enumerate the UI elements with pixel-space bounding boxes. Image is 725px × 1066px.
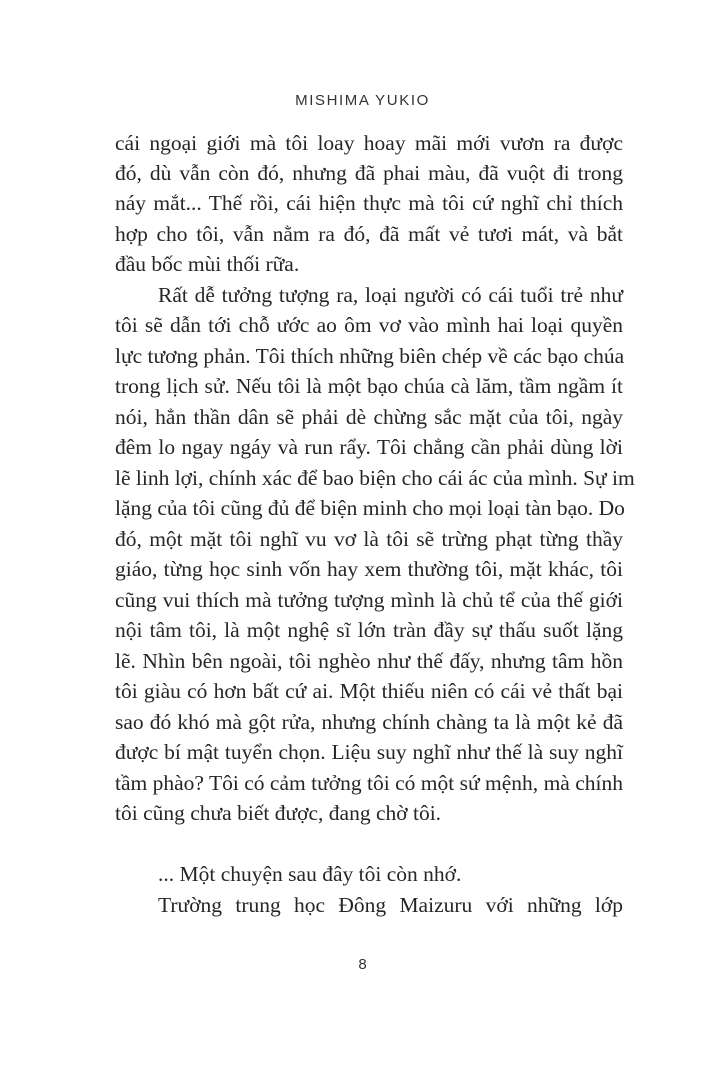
text-line: đó, một mặt tôi nghĩ vu vơ là tôi sẽ trừng phạt từng thầy [115,527,623,551]
text-line: tôi giàu có hơn bất cứ ai. Một thiếu niên có cái vẻ thất bại [115,679,623,703]
text-line: được bí mật tuyển chọn. Liệu suy nghĩ như thế là suy nghĩ [115,740,623,764]
text-line: đó, dù vẫn còn đó, nhưng đã phai màu, đã vuột đi trong [115,161,623,185]
text-line: cũng vui thích mà tưởng tượng mình là chủ tể của thế giới [115,588,623,612]
text-line: lực tương phản. Tôi thích những biên chép về các bạo chúa [115,344,625,368]
text-line: đầu bốc mùi thối rữa. [115,252,300,276]
text-line: đêm lo ngay ngáy và run rẩy. Tôi chẳng cần phải dùng lời [115,435,623,459]
text-line: lẽ. Nhìn bên ngoài, tôi nghèo như thế đấy, nhưng tâm hồn [115,649,623,673]
text-line: tôi sẽ dẫn tới chỗ ước ao ôm vơ vào mình hai loại quyền [115,313,623,337]
text-line: giáo, từng học sinh vốn hay xem thường tôi, mặt khác, tôi [115,557,623,581]
text-line: nói, hẳn thần dân sẽ phải dè chừng sắc mặt của tôi, ngày [115,405,623,429]
text-line: tôi cũng chưa biết được, đang chờ tôi. [115,801,442,825]
text-line: hợp cho tôi, vẫn nằm ra đó, đã mất vẻ tươi mát, và bắt [115,222,623,246]
text-line: trong lịch sử. Nếu tôi là một bạo chúa cà lăm, tầm ngầm ít [115,374,623,398]
running-header: MISHIMA YUKIO [295,92,430,109]
text-line: cái ngoại giới mà tôi loay hoay mãi mới vươn ra được [115,131,623,155]
paragraph-first-line: Trường trung học Đông Maizuru với những lớp [158,893,623,917]
text-line: náy mắt... Thế rồi, cái hiện thực mà tôi cứ nghĩ chỉ thích [115,191,623,215]
text-line: lặng của tôi cũng đủ để biện minh cho mọi loại tàn bạo. Do [115,496,625,520]
paragraph-first-line: ... Một chuyện sau đây tôi còn nhớ. [158,862,462,886]
page-number: 8 [358,956,367,973]
text-line: sao đó khó mà gột rửa, nhưng chính chàng ta là một kẻ đã [115,710,623,734]
text-line: nội tâm tôi, là một nghệ sĩ lớn tràn đầy sự thấu suốt lặng [115,618,623,642]
text-line: tầm phào? Tôi có cảm tưởng tôi có một sứ mệnh, mà chính [115,771,623,795]
paragraph-first-line: Rất dễ tưởng tượng ra, loại người có cái tuổi trẻ như [158,283,623,307]
text-line: lẽ linh lợi, chính xác để bao biện cho cái ác của mình. Sự im [115,466,635,490]
